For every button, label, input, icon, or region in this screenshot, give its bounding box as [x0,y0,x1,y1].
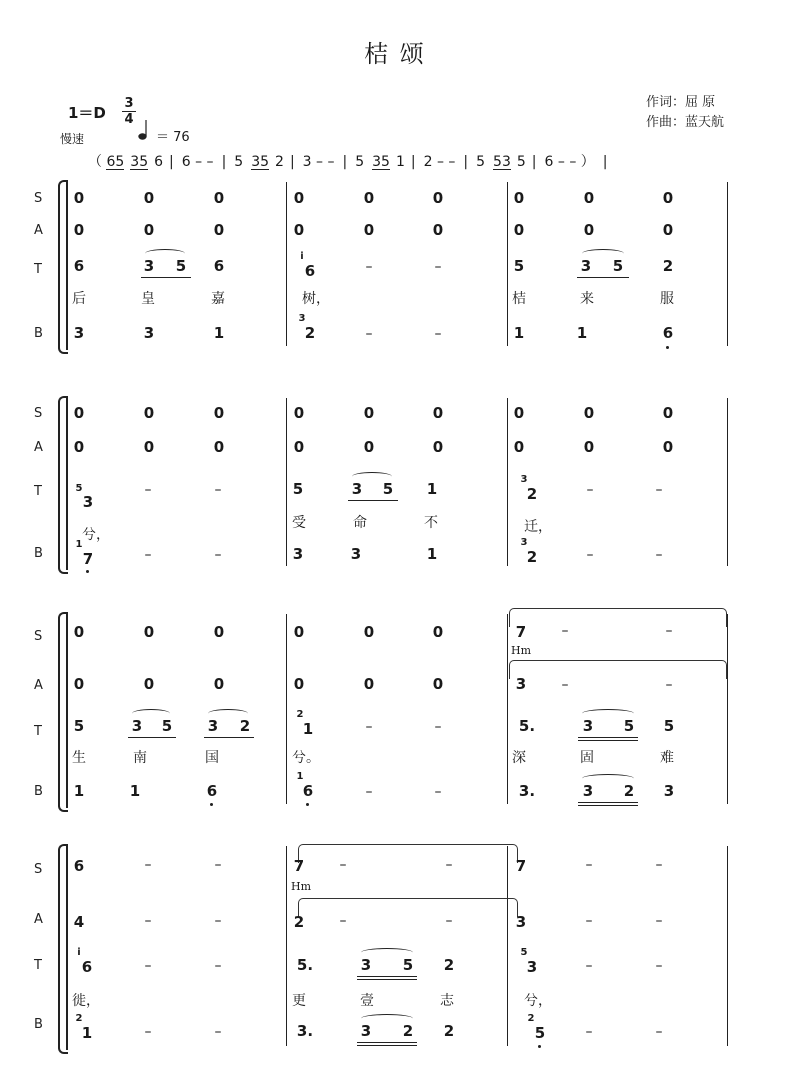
note: 3 [131,717,143,735]
note: 3. [296,1022,314,1040]
rest-zero: 0 [143,623,155,641]
note: 5 [663,717,675,735]
note: 7 [82,550,94,568]
lyric: 南 [133,750,147,766]
voice-label-a: A [34,223,43,238]
lyric: 生 [72,750,86,766]
intro-group: 5 [234,154,244,170]
voice-label-s: S [34,629,43,644]
rest-zero: 0 [432,438,444,456]
note: 6 [304,262,316,280]
grace-note: 2 [527,1013,535,1024]
rest-zero: 0 [363,438,375,456]
note: 2 [662,257,674,275]
rest-zero: 0 [662,404,674,422]
rest-zero: 0 [143,221,155,239]
rest-zero: 0 [363,404,375,422]
rest-zero: 0 [73,404,85,422]
intro-group: 35 [372,154,390,170]
quarter-note-icon [136,118,150,142]
time-signature [122,97,136,126]
lyric: 树， [302,291,330,307]
rest-zero: 0 [583,189,595,207]
note: 5. [518,717,536,735]
note: 3 [73,324,85,342]
rest-zero: 0 [73,675,85,693]
system-1: S A T B 0 0 0 0 0 0 0 0 0 0 0 0 0 0 0 0 0 0 6 3 5 6 i 6 – – 5 3 5 2 后 皇 嘉 树， 桔 来 服 3 3 1 3 2 – – 1 1 6 [0,176,790,356]
note: 5 [402,956,414,974]
lyric: 更 [292,993,306,1009]
lyric: 国 [205,750,219,766]
voice-label-b: B [34,326,43,341]
hm-label: Hm [511,644,532,657]
note: 2 [443,956,455,974]
system-4: S A T B 6 – – 7 – – 7 – – Hm 4 – – 2 – – 3 – – i 6 – – 5. 3 5 2 5 3 – – 徙， 更 壹 志 兮， 2 1 – – 3. 3 2 2 2 5 – – [0,840,790,1055]
rest-zero: 0 [662,221,674,239]
note: 5 [623,717,635,735]
intro-paren: （ [88,154,102,170]
composer: 作曲：蓝天航 [646,115,725,130]
key-signature: 1＝D [68,104,106,122]
intro-group: 2 [275,154,284,170]
lyric: 志 [440,993,454,1009]
rest-zero: 0 [432,404,444,422]
intro-group: 65 [106,154,125,170]
rest-zero: 0 [583,404,595,422]
note: 3. [518,782,536,800]
note: 5 [513,257,525,275]
note: 5. [296,956,314,974]
lyric: 不 [424,515,438,531]
tempo-word: 慢速 [60,132,85,146]
grace-note: 3 [520,474,528,485]
note: 2 [526,485,538,503]
intro-group: | [221,154,227,170]
rest-zero: 0 [513,438,525,456]
lyric: 兮， [82,527,110,543]
note: 6 [213,257,225,275]
voice-label-s: S [34,862,43,877]
intro-group: 35 [130,154,149,170]
rest-zero: 0 [213,675,225,693]
lyric: 皇 [141,291,155,307]
lyric: 壹 [360,993,374,1009]
grace-note: i [300,251,304,262]
lyric: 命 [353,515,367,531]
grace-note: 2 [296,709,304,720]
note: 3 [515,675,527,693]
intro-line [88,151,616,171]
note: 3 [82,493,94,511]
note: 1 [513,324,525,342]
lyric: 徙， [72,993,100,1009]
grace-note: 3 [520,537,528,548]
rest-zero: 0 [432,623,444,641]
note: 2 [239,717,251,735]
note: 6 [81,958,93,976]
rest-zero: 0 [293,221,305,239]
lyric: 服 [660,291,674,307]
rest-zero: 0 [143,438,155,456]
note: 3 [582,717,594,735]
rest-zero: 0 [583,438,595,456]
intro-group: 5 [516,154,526,170]
note: 3 [360,1022,372,1040]
lyric: 后 [72,291,86,307]
rest-zero: 0 [513,189,525,207]
rest-zero: 0 [213,404,225,422]
voice-label-t: T [34,262,42,277]
lyric: 固 [580,750,594,766]
note: 3 [207,717,219,735]
rest-zero: 0 [293,438,305,456]
intro-group: | [602,154,608,170]
note: 3 [580,257,592,275]
voice-label-a: A [34,440,43,455]
intro-group: | [410,154,416,170]
note: 1 [426,545,438,563]
grace-note: 2 [75,1013,83,1024]
intro-group: | [289,154,295,170]
grace-note: 1 [75,539,83,550]
note: 2 [443,1022,455,1040]
note: 3 [143,257,155,275]
voice-label-t: T [34,484,42,499]
rest-zero: 0 [662,438,674,456]
voice-label-b: B [34,784,43,799]
hm-label: Hm [291,880,312,893]
rest-zero: 0 [363,221,375,239]
note: 1 [73,782,85,800]
lyric: 深 [512,750,526,766]
lyric: 受 [292,515,306,531]
page-title: 桔 颂 [364,40,426,68]
note: 7 [293,857,305,875]
note: 3 [350,545,362,563]
intro-group: 6 – – [181,154,214,170]
note: 5 [612,257,624,275]
grace-note: 5 [75,483,83,494]
credits [646,93,724,133]
lyric: 兮， [524,993,552,1009]
intro-group: | [463,154,469,170]
tempo-value: ＝ 76 [156,130,190,145]
intro-group: | [342,154,348,170]
lyric: 兮。 [292,750,320,766]
intro-group: 1 [395,154,405,170]
system-2: S A T B 0 0 0 0 0 0 0 0 0 0 0 0 0 0 0 0 0 0 5 3 – – 5 3 5 1 3 2 – – 兮， 受 命 不 迁， 1 7 – – 3 3 1 3 2 – – [0,394,790,574]
note: 5 [382,480,394,498]
note: 7 [515,623,527,641]
lyric: 难 [660,750,674,766]
note: 2 [304,324,316,342]
rest-zero: 0 [513,404,525,422]
intro-group: 6 – – ） [544,154,595,170]
note: 3 [663,782,675,800]
rest-zero: 0 [73,221,85,239]
note: 6 [73,857,85,875]
note: 1 [129,782,141,800]
note: 3 [143,324,155,342]
note: 3 [582,782,594,800]
note: 3 [292,545,304,563]
note: 1 [426,480,438,498]
voice-label-a: A [34,678,43,693]
intro-group: 5 [355,154,365,170]
system-3: S A T B 0 0 0 0 0 0 0 0 0 0 0 0 7 – – Hm 3 – – 5 3 5 3 2 2 1 – – 5. 3 5 5 生 南 国 兮。 深 固 难 1 1 6 1 6 – – 3. 3 2 3 [0,608,790,808]
intro-group: 2 – – [423,154,456,170]
rest-zero: 0 [363,623,375,641]
note: 2 [402,1022,414,1040]
grace-note: 3 [298,313,306,324]
note: 5 [73,717,85,735]
note: 5 [534,1024,546,1042]
voice-label-s: S [34,406,43,421]
lyric: 来 [580,291,594,307]
rest-zero: 0 [143,404,155,422]
grace-note: 5 [520,947,528,958]
note: 6 [206,782,218,800]
note: 6 [302,782,314,800]
note: 5 [175,257,187,275]
grace-note: i [77,947,81,958]
intro-group: 6 [154,154,164,170]
note: 3 [360,956,372,974]
rest-zero: 0 [73,189,85,207]
intro-group: 5 [476,154,486,170]
rest-zero: 0 [293,675,305,693]
rest-zero: 0 [363,189,375,207]
rest-zero: 0 [432,221,444,239]
voice-label-b: B [34,546,43,561]
voice-label-t: T [34,958,42,973]
lyric: 迁， [524,519,552,535]
rest-zero: 0 [73,623,85,641]
rest-zero: 0 [213,623,225,641]
rest-zero: 0 [432,675,444,693]
intro-group: | [531,154,537,170]
note: 2 [526,548,538,566]
meter-top: 3 [124,96,134,111]
note: 6 [73,257,85,275]
rest-zero: 0 [432,189,444,207]
lyric: 桔 [512,291,526,307]
note: 3 [351,480,363,498]
note: 2 [293,913,305,931]
note: 1 [576,324,588,342]
grace-note: 1 [296,771,304,782]
note: 3 [526,958,538,976]
intro-group: | [169,154,174,170]
rest-zero: 0 [513,221,525,239]
rest-zero: 0 [213,221,225,239]
meter-bottom: 4 [124,112,134,127]
lyric: 嘉 [211,291,225,307]
note: 6 [662,324,674,342]
note: 1 [302,720,314,738]
voice-label-b: B [34,1017,43,1032]
note: 5 [161,717,173,735]
rest-zero: 0 [583,221,595,239]
note: 2 [623,782,635,800]
rest-zero: 0 [213,438,225,456]
intro-group: 53 [493,154,511,170]
rest-zero: 0 [363,675,375,693]
intro-group: 35 [251,154,270,170]
note: 3 [515,913,527,931]
note: 5 [292,480,304,498]
voice-label-t: T [34,724,42,739]
rest-zero: 0 [293,404,305,422]
lyricist: 作词：屈 原 [646,95,716,110]
rest-zero: 0 [213,189,225,207]
rest-zero: 0 [662,189,674,207]
rest-zero: 0 [73,438,85,456]
rest-zero: 0 [143,189,155,207]
intro-group: 3 – – [302,154,335,170]
note: 1 [81,1024,93,1042]
voice-label-s: S [34,191,43,206]
note: 4 [73,913,85,931]
rest-zero: 0 [293,189,305,207]
note: 1 [213,324,225,342]
rest-zero: 0 [293,623,305,641]
voice-label-a: A [34,912,43,927]
note: 7 [515,857,527,875]
rest-zero: 0 [143,675,155,693]
